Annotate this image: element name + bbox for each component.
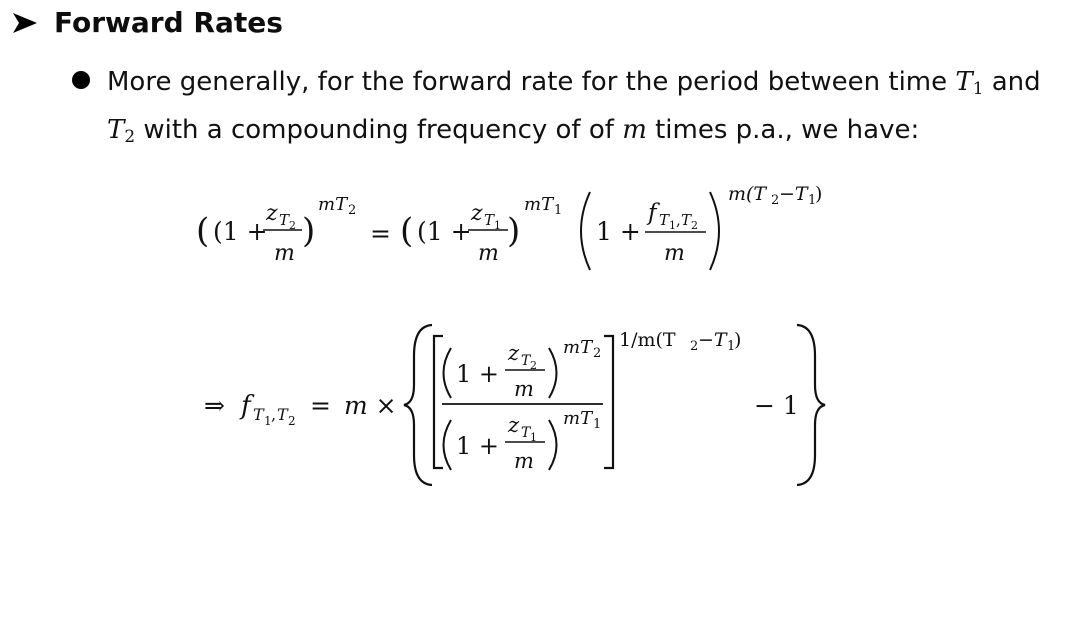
eq1-lhs-z-subsub: 2 [289,219,296,232]
line2-variable: T [107,115,125,145]
eq2-num-denom: m [514,377,534,401]
eq1-r2-exp-mid: −T [779,183,808,205]
eq2-den-paren-close [549,420,557,470]
eq2-den-z: z [508,413,520,437]
eq2-left-bracket [434,336,443,468]
eq1-r1-z: z [471,201,483,226]
eq2-f-comma: , [271,405,277,424]
eq1-r2-exp: m(T [728,183,767,205]
line2-variable-m: m [622,115,647,145]
eq2-num-z-subsub: 2 [530,359,537,372]
eq2-f-subsub-b: 2 [288,414,296,428]
eq2-num-one-plus: 1 + [456,360,500,388]
eq2-outer-exp-s1: 1 [727,339,736,354]
eq1-r1-paren-open: ( [400,211,414,251]
eq1-lhs-z: z [266,201,278,226]
eq2-den-exp: mT [563,408,593,429]
eq1-r1-denom: m [478,241,499,266]
eq1-r2-exp-close: ) [815,183,823,205]
eq2-num-exp-sub: 2 [593,346,602,361]
eq1-r2-one-plus: 1 + [596,217,641,246]
eq2-f-sub: T [253,405,264,424]
equation-1 [196,183,822,270]
eq1-equals: = [370,219,391,248]
eq2-num-z-sub: T [521,353,531,369]
eq2-implies: ⇒ [204,391,225,420]
eq2-f: f [241,391,251,421]
line1-text: More generally, for the forward rate for the period between time [107,67,948,97]
eq2-den-exp-sub: 1 [593,417,602,432]
eq1-r2-paren-open [581,192,590,270]
line1-variable: T [955,67,973,97]
eq1-lhs-paren-close: ) [302,211,316,251]
eq2-num-exp: mT [563,337,593,358]
eq1-r2-paren-close [710,192,719,270]
eq2-right-bracket [604,336,613,468]
equation-2 [204,325,825,485]
eq1-lhs-denom: m [274,241,295,266]
eq2-f-subsub-a: 1 [264,414,272,428]
eq1-r1-z-subsub: 1 [494,219,501,232]
eq2-den-paren-open [444,420,452,470]
line1-end: and [983,67,1041,97]
eq2-den-one-plus: 1 + [456,432,500,460]
eq2-num-paren-close [549,348,557,398]
eq2-outer-exp-mid: −T [698,329,727,351]
eq2-f-sub-t2: T [277,405,288,424]
line2-variable-subscript: 2 [124,126,136,147]
eq1-r1-exp: mT [524,194,554,215]
eq1-lhs-exp-sub: 2 [348,203,357,218]
eq2-num-z: z [508,341,520,365]
eq2-outer-exp-s2: 2 [690,339,699,354]
line2-text-a: with a compounding frequency of of [135,115,623,145]
eq2-minus-one: − 1 [754,391,799,420]
line2-text-b: times p.a., we have: [646,115,920,145]
eq1-r2-f-sub-t2: T [681,211,692,229]
eq1-lhs-z-sub: T [279,211,290,229]
eq2-num-paren-open [444,348,452,398]
eq2-equals: = [310,391,331,420]
eq1-r2-f-comma: , [676,211,681,229]
eq1-lhs-paren-open: ( [196,211,210,251]
eq2-m-times: m × [344,391,397,420]
eq2-den-denom: m [514,449,534,473]
eq2-den-z-sub: T [521,425,531,441]
eq1-r2-exp-s1: 1 [808,193,817,208]
eq1-r1-one-plus: (1 + [417,217,472,246]
eq1-r2-f-sub: T [659,211,670,229]
eq2-right-brace [797,325,825,485]
eq1-r2-f-subsub-b: 2 [691,219,698,232]
eq1-r1-exp-sub: 1 [554,203,563,218]
eq1-lhs-one-plus: (1 + [213,217,268,246]
eq1-lhs-exp: mT [318,194,348,215]
eq1-r2-f-subsub-a: 1 [669,219,676,232]
eq2-left-brace [404,325,432,485]
heading-text: Forward Rates [54,6,283,39]
eq1-r2-f: f [648,200,657,226]
eq1-r1-paren-close: ) [507,211,521,251]
eq2-outer-exp: 1/m(T [619,329,676,351]
eq1-r1-z-sub: T [484,211,495,229]
eq2-den-z-subsub: 1 [530,431,537,444]
eq2-outer-exp-close: ) [734,329,742,351]
eq1-r2-exp-s2: 2 [771,193,780,208]
eq1-r2-denom: m [664,241,685,266]
line1-variable-subscript: 1 [972,78,984,99]
